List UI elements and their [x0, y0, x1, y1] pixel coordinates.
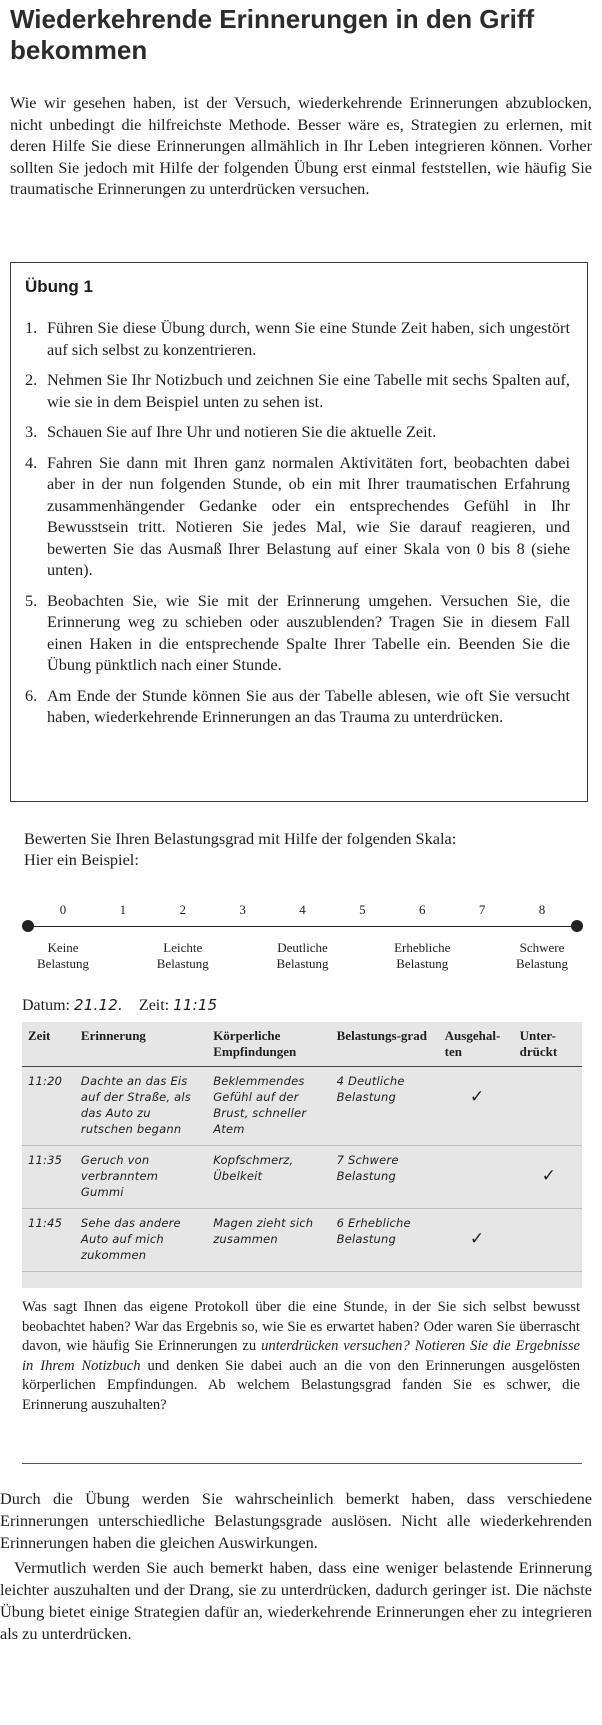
exercise-steps — [25, 317, 570, 737]
section-heading: Wiederkehrende Erinnerungen in den Griff bekommen — [10, 4, 535, 65]
scale-label-line: Belastung — [156, 956, 209, 971]
exercise-step — [25, 685, 570, 728]
step-text: Nehmen Sie Ihr Notizbuch und zeichnen Sie eine Tabelle mit sechs Spalten auf, wie sie in dem Beispiel unten zu sehen ist. — [47, 370, 570, 411]
scale-end-dot — [571, 920, 583, 932]
cell-time: 11:45 — [22, 1209, 75, 1272]
cell-time: 11:35 — [22, 1146, 75, 1209]
scale-tick-number: 3 — [239, 902, 246, 917]
scale-label-line: Deutliche — [277, 940, 328, 955]
time-label: Zeit: — [138, 997, 170, 1014]
step-number: 5. — [25, 590, 38, 610]
divider — [22, 1463, 582, 1464]
check-icon — [514, 1067, 582, 1146]
check-icon — [514, 1209, 582, 1272]
exercise-box — [10, 262, 588, 802]
scale-tick-number: 2 — [179, 902, 186, 917]
check-icon: ✓ — [439, 1067, 514, 1146]
check-icon — [439, 1146, 514, 1209]
cell-distress: 7 Schwere Belastung — [331, 1146, 439, 1209]
question-emphasis: Notieren Sie die Ergebnisse in Ihrem Notizbuch — [22, 1338, 580, 1374]
cell-memory: Geruch von verbranntem Gummi — [75, 1146, 207, 1209]
step-number: 6. — [25, 685, 38, 705]
column-header: Ausgehal-ten — [439, 1022, 514, 1067]
date-label: Datum: — [22, 997, 70, 1014]
time-value: 11:15 — [173, 996, 218, 1014]
question-emphasis: unterdrücken versuchen? — [261, 1338, 410, 1354]
exercise-step — [25, 421, 570, 443]
check-icon: ✓ — [439, 1209, 514, 1272]
scale-label-line: Schwere — [519, 940, 565, 955]
column-header: Belastungs-grad — [331, 1022, 439, 1067]
scale-label-line: Keine — [47, 940, 79, 955]
exercise-step — [25, 590, 570, 676]
table-header-row — [22, 1022, 582, 1067]
scale-line — [28, 926, 577, 927]
exercise-title: Übung 1 — [25, 277, 93, 296]
date-value: 21.12. — [74, 996, 123, 1014]
scale-label-line: Belastung — [516, 956, 568, 971]
column-header: Unter-drückt — [514, 1022, 582, 1067]
scale-start-dot — [22, 920, 34, 932]
step-number: 4. — [25, 452, 38, 472]
example-date-row — [22, 996, 217, 1015]
step-number: 1. — [25, 318, 38, 337]
scale-tick-number: 1 — [119, 902, 127, 917]
distress-scale — [20, 902, 585, 982]
step-number: 3. — [25, 422, 38, 441]
exercise-step — [25, 452, 570, 581]
step-text: Beobachten Sie, wie Sie mit der Erinnerung umgehen. Versuchen Sie, die Erinnerung weg zu schieben oder auszublenden? Tragen Sie in diesem Fall einen Haken in die entsprechende Spalte Ihrer Tabelle ein. Beenden Sie die Übung pünktlich nach einer Stunde. — [47, 590, 570, 674]
scale-intro — [24, 828, 584, 870]
table-row — [22, 1209, 582, 1272]
scale-tick-number: 6 — [419, 902, 426, 917]
scale-tick-number: 7 — [478, 902, 486, 917]
scale-level-label — [377, 940, 467, 972]
scale-label-line: Erhebliche — [394, 940, 451, 955]
cell-time: 11:20 — [22, 1067, 75, 1146]
example-table — [22, 1022, 582, 1288]
exercise-step — [25, 317, 570, 360]
exercise-step — [25, 369, 570, 412]
cell-distress: 6 Erhebliche Belastung — [331, 1209, 439, 1272]
scale-label-line: Belastung — [396, 956, 449, 971]
scale-tick-number: 0 — [59, 902, 67, 917]
scale-level-label — [497, 940, 587, 972]
scale-instruction: Bewerten Sie Ihren Belastungsgrad mit Hilfe der folgenden Skala: — [24, 829, 457, 848]
example-intro: Hier ein Beispiel: — [24, 850, 139, 869]
cell-memory: Sehe das andere Auto auf mich zukommen — [75, 1209, 207, 1272]
cell-sensation: Kopfschmerz, Übelkeit — [207, 1146, 330, 1209]
step-text: Am Ende der Stunde können Sie aus der Tabelle ablesen, wie oft Sie versucht haben, wiederkehrende Erinnerungen an das Trauma zu unterdrücken. — [47, 685, 570, 726]
cell-distress: 4 Deutliche Belastung — [331, 1067, 439, 1146]
scale-level-label — [138, 940, 228, 972]
scale-label-line: Leichte — [163, 940, 203, 955]
scale-label-line: Belastung — [276, 956, 329, 971]
intro-paragraph: Wie wir gesehen haben, ist der Versuch, wiederkehrende Erinnerungen abzublocken, nicht unbedingt die hilfreichste Methode. Besser wäre es, Strategien zu erlernen, mit deren Hilfe Sie diese Erinnerungen allmählich in Ihr Leben integrieren können. Vorher sollten Sie jedoch mit Hilfe der folgenden Übung erst einmal feststellen, wie häufig Sie traumatische Erinnerungen zu unterdrücken versuchen. — [10, 93, 592, 198]
scale-tick-number: 8 — [538, 902, 546, 917]
column-header: Zeit — [22, 1022, 75, 1067]
question-text: Was sagt Ihnen das eigene Protokoll über die eine Stunde, in der Sie sich selbst bewusst beobachtet haben? War das Ergebnis so, wie Sie es erwartet haben? Oder waren Sie überrascht davon, wie häufig Sie Erinnerungen zu — [22, 1299, 580, 1354]
reflection-question — [22, 1298, 580, 1415]
question-text: und denken Sie dabei auch an die von den Erinnerungen ausgelösten körperlichen Empfindungen. Ab welchem Belastungsgrad fanden Sie es schwer, die Erinnerung auszuhalten? — [22, 1357, 580, 1413]
step-number: 2. — [25, 370, 38, 389]
table-row — [22, 1067, 582, 1146]
check-icon: ✓ — [514, 1146, 582, 1209]
closing-paragraph: Durch die Übung werden Sie wahrscheinlich bemerkt haben, dass verschiedene Erinnerungen unterschiedliche Belastungsgrade auslösen. Nicht alle wiederkehrenden Erinnerungen haben die gleichen Auswirkungen. — [0, 1489, 592, 1552]
cell-sensation: Beklemmendes Gefühl auf der Brust, schneller Atem — [207, 1067, 330, 1146]
scale-label-line: Belastung — [37, 956, 89, 971]
scale-tick-number: 5 — [359, 902, 366, 917]
closing-text — [0, 1488, 592, 1645]
scale-level-label — [258, 940, 348, 972]
cell-memory: Dachte an das Eis auf der Straße, als das Auto zu rutschen begann — [75, 1067, 207, 1146]
closing-paragraph: Vermutlich werden Sie auch bemerkt haben, dass eine weniger belastende Erinnerung leichter auszuhalten und der Drang, sie zu unterdrücken, dadurch geringer ist. Die nächste Übung bietet einige Strategien dafür an, wiederkehrende Erinnerungen eher zu integrieren als zu unterdrücken. — [0, 1558, 592, 1643]
step-text: Fahren Sie dann mit Ihren ganz normalen Aktivitäten fort, beobachten dabei aber in der nun folgenden Stunde, ob ein mit Ihrer traumatischen Erfahrung zusammenhängender Gedanke oder ein entsprechendes Gefühl in Ihr Bewusstsein tritt. Notieren Sie jedes Mal, wie Sie darauf reagieren, und bewerten Sie das Ausmaß Ihrer Belastung auf einer Skala von 0 bis 8 (siehe unten). — [47, 452, 570, 579]
scale-level-label — [18, 940, 108, 972]
scale-tick-number: 4 — [299, 902, 306, 917]
column-header: Erinnerung — [75, 1022, 207, 1067]
cell-sensation: Magen zieht sich zusammen — [207, 1209, 330, 1272]
step-text: Schauen Sie auf Ihre Uhr und notieren Sie die aktuelle Zeit. — [47, 422, 437, 441]
table-row — [22, 1146, 582, 1209]
column-header: Körperliche Empfindungen — [207, 1022, 330, 1067]
step-text: Führen Sie diese Übung durch, wenn Sie eine Stunde Zeit haben, sich ungestört auf sich selbst zu konzentrieren. — [47, 318, 570, 359]
